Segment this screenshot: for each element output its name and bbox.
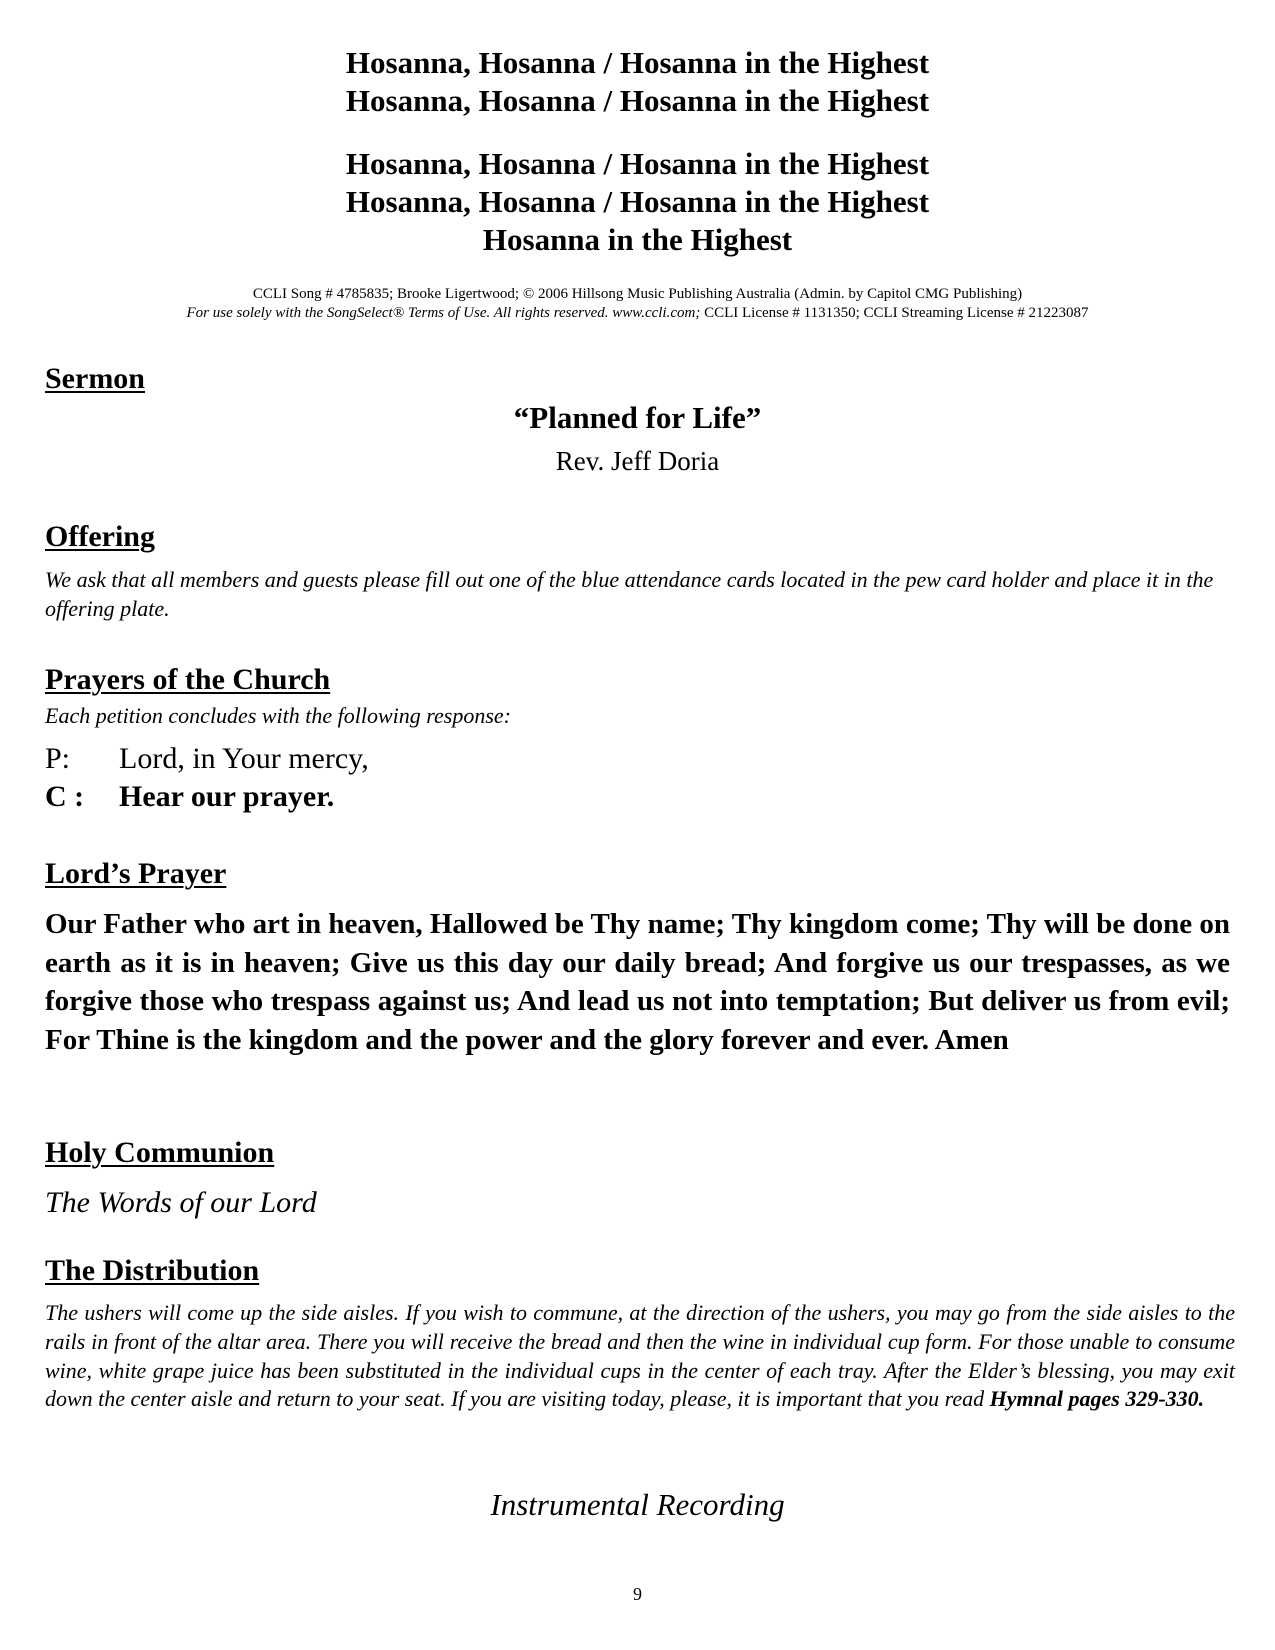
distribution-heading: The Distribution [45,1254,260,1287]
sermon-heading: Sermon [45,362,145,395]
lyric-line: Hosanna, Hosanna / Hosanna in the Highest [345,146,930,181]
instrumental-recording: Instrumental Recording [490,1487,785,1522]
sermon-title: “Planned for Life” [513,400,762,435]
prayers-note: Each petition concludes with the following response: [45,703,512,728]
congregation-label: C : [45,780,85,813]
offering-heading: Offering [45,520,155,553]
ccli-license: CCLI License # 1131350; CCLI Streaming License # 21223087 [700,305,1089,321]
page-number: 9 [633,1584,642,1604]
lyric-line: Hosanna in the Highest [482,222,793,257]
sermon-preacher: Rev. Jeff Doria [555,446,720,476]
ccli-line-2 [0,304,1275,323]
lords-prayer-heading: Lord’s Prayer [45,857,227,890]
lyric-line: Hosanna, Hosanna / Hosanna in the Highest [345,45,930,80]
congregation-response [45,778,334,816]
lyric-line: Hosanna, Hosanna / Hosanna in the Highest [345,83,930,118]
pastor-label: P: [45,742,71,775]
pastor-text: Lord, in Your mercy, [119,742,369,775]
congregation-text: Hear our prayer. [119,780,335,813]
lyric-line: Hosanna, Hosanna / Hosanna in the Highest [345,184,930,219]
ccli-line-1: CCLI Song # 4785835; Brooke Ligertwood; © 2006 Hillsong Music Publishing Australia (Admin. by Capitol CMG Publishing) [252,286,1023,302]
prayers-heading: Prayers of the Church [45,663,331,696]
ccli-terms: For use solely with the SongSelect® Terms of Use. All rights reserved. www.ccli.com; [186,305,701,321]
ccli-notice [0,285,1275,323]
lords-prayer-text: Our Father who art in heaven, Hallowed be Thy name; Thy kingdom come; Thy will be done on earth as it is in heaven; Give us this day our daily bread; And forgive us our trespasses, as we forgive those who trespass against us; And lead us not into temptation; But deliver us from evil; For Thine is the kingdom and the power and the glory forever and ever. Amen [45,908,1230,1056]
pastor-response [45,740,369,778]
words-of-our-lord: The Words of our Lord [45,1186,317,1219]
hymn-stanza-1 [0,44,1275,120]
offering-note: We ask that all members and guests please fill out one of the blue attendance cards located in the pew card holder and place it in the offering plate. [45,567,1214,621]
hymn-stanza-2 [0,145,1275,259]
hymnal-reference: Hymnal pages 329-330. [989,1386,1205,1412]
distribution-body: The ushers will come up the side aisles. If you wish to commune, at the direction of the ushers, you may go from the side aisles to the rails in front of the altar area. There you will receive the bread and then the wine in individual cup form. For those unable to consume wine, white grape juice has been substituted in the individual cups in the center of each tray. After the Elder’s blessing, you may exit down the center aisle and return to your seat. If you are visiting today, please, it is important that you read [45,1300,1235,1412]
distribution-text [45,1299,1235,1414]
communion-heading: Holy Communion [45,1136,275,1169]
